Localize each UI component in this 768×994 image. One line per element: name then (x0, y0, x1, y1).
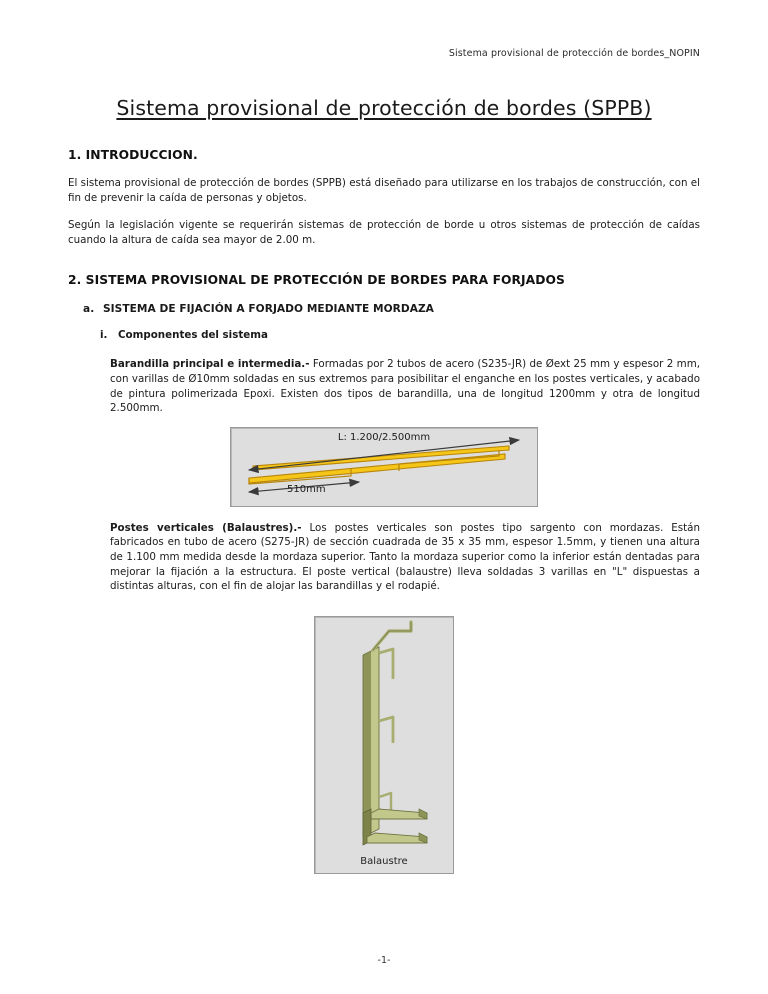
subsection-a-label: SISTEMA DE FIJACIÓN A FORJADO MEDIANTE MORDAZA (103, 303, 434, 316)
baluster-diagram (315, 617, 453, 873)
baluster-caption: Balaustre (360, 855, 408, 867)
posts-component-block (110, 521, 700, 594)
document-content (68, 96, 700, 874)
railing-lead: Barandilla principal e intermedia.- (110, 358, 310, 371)
dimension-label-length: L: 1.200/2.500mm (337, 431, 431, 443)
section-heading-1: 1. INTRODUCCION. (68, 148, 198, 162)
middle-l-rod (379, 717, 393, 743)
upper-l-rod (379, 649, 393, 679)
intro-paragraph-1: El sistema provisional de protección de bordes (SPPB) está diseñado para utilizarse en los trabajos de construcción, con el fin de prevenir la caída de personas y objetos. (68, 177, 700, 204)
posts-text: Los postes verticales son postes tipo sargento con mordazas. Están fabricados en tubo de acero (S275-JR) de sección cuadrada de 35 x 35 mm, espesor 1.5mm, y tienen una altura de 1.100 mm medida desde la mordaza superior. Tanto la mordaza superior como la inferior están dentadas para mejorar la fijación a la estructura. El poste vertical (balaustre) lleva soldadas 3 varillas en "L" dispuestas a distintas alturas, con el fin de alojar las barandillas y el rodapié. (110, 521, 700, 593)
posts-paragraph (110, 521, 700, 594)
post-front-face (363, 651, 371, 837)
subsection-i-marker: i. (100, 329, 108, 342)
subsection-a-marker: a. (83, 303, 95, 316)
top-l-rod-edge (373, 622, 411, 650)
clamp-arm-lower (367, 833, 427, 843)
railing-figure-wrapper (68, 427, 700, 507)
running-header: Sistema provisional de protección de bordes_NOPIN (448, 48, 700, 59)
baluster-figure-wrapper (68, 616, 700, 874)
post-side-face (371, 647, 379, 833)
railing-component-block (110, 357, 700, 415)
baluster-figure-frame (314, 616, 454, 874)
railing-figure-frame (230, 427, 538, 507)
subsection-i (68, 329, 700, 341)
clamp-arm-upper (371, 809, 427, 819)
section-heading-2: 2. SISTEMA PROVISIONAL DE PROTECCIÓN DE BORDES PARA FORJADOS (68, 273, 565, 288)
intro-paragraph-2: Según la legislación vigente se requerirán sistemas de protección de borde u otros sistemas de protección de caídas cuando la altura de caída sea mayor de 2.00 m. (68, 219, 700, 246)
dimension-label-spacing: 510mm (287, 483, 326, 495)
posts-lead: Postes verticales (Balaustres).- (110, 521, 302, 534)
railing-paragraph (110, 357, 700, 415)
page-title: Sistema provisional de protección de bordes (SPPB) (116, 96, 652, 120)
top-l-rod (373, 622, 411, 650)
railing-text: Formadas por 2 tubos de acero (S235-JR) de Øext 25 mm y espesor 2 mm, con varillas de Ø10mm soldadas en sus extremos para posibilitar el enganche en los postes verticales, y acabado de pintura polimerizada Epoxi. Existen dos tipos de barandilla, una de longitud 1200mm y otra de longitud 2.500mm. (110, 358, 700, 415)
subsection-a (68, 303, 700, 315)
page-number: -1- (377, 955, 391, 966)
subsection-i-label: Componentes del sistema (118, 329, 268, 342)
